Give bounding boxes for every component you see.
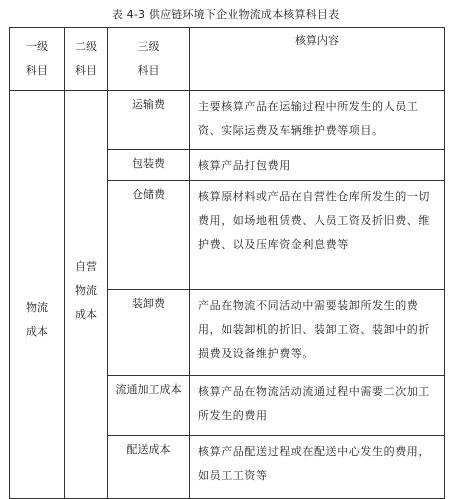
level3-subject-cell: 仓储费 xyxy=(108,181,190,290)
level3-subject-cell: 运输费 xyxy=(108,91,190,150)
level3-subject-cell: 配送成本 xyxy=(108,436,190,499)
header-level2: 二级 科目 xyxy=(65,28,108,91)
level3-subject-cell: 包装费 xyxy=(108,150,190,181)
table-title: 表 4-3 供应链环境下企业物流成本核算科目表 xyxy=(111,8,340,21)
table-row xyxy=(10,91,445,150)
cost-subject-table xyxy=(9,27,445,499)
header-content: 核算内容 xyxy=(190,28,445,91)
level1-subject-cell: 物流 成本 xyxy=(10,91,65,499)
content-cell: 核算产品在物流活动流通过程中需要二次加工所发生的费用 xyxy=(190,376,445,436)
level3-subject-cell: 装卸费 xyxy=(108,290,190,376)
content-cell: 核算产品配送过程或在配送中心发生的费用，如员工工资等 xyxy=(190,436,445,499)
content-cell: 核算原材料或产品在自营性仓库所发生的一切费用，如场地租赁费、人员工资及折旧费、维护费、以及压库资金利息费等 xyxy=(190,181,445,290)
level2-subject-cell: 自营 物流 成本 xyxy=(65,91,108,499)
table-header-row xyxy=(10,28,445,91)
header-level1: 一级 科目 xyxy=(10,28,65,91)
level3-subject-cell: 流通加工成本 xyxy=(108,376,190,436)
content-cell: 产品在物流不同活动中需要装卸所发生的费用，如装卸机的折旧、装卸工资、装卸中的折损费及设备维护费等。 xyxy=(190,290,445,376)
content-cell: 核算产品打包费用 xyxy=(190,150,445,181)
header-level3: 三级 科目 xyxy=(108,28,190,91)
content-cell: 主要核算产品在运输过程中所发生的人员工资、实际运费及车辆维护费等项目。 xyxy=(190,91,445,150)
